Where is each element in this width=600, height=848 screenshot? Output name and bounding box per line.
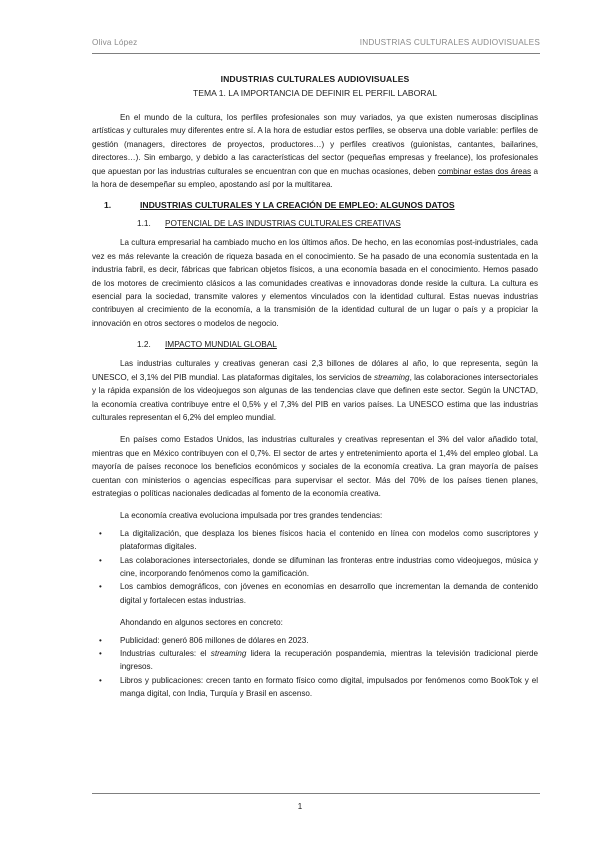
trend-text: La digitalización, que desplaza los bienes físicos hacia el contenido en línea con modelos como suscriptores y plataformas digitales.: [120, 528, 538, 552]
bullet-icon: •: [99, 635, 102, 645]
section-1-2-paragraph-1: [92, 357, 538, 424]
sectors-list: [92, 634, 538, 701]
section-1-1-heading: [92, 218, 538, 228]
footer-divider: [92, 793, 540, 794]
bullet-icon: •: [99, 555, 102, 565]
intro-paragraph: [92, 111, 538, 191]
p1-italic-term: streaming: [374, 372, 410, 382]
intro-text-end: a la hora de desempeñar su empleo, apostando así por la multitarea.: [92, 166, 538, 190]
section-1-2-number: 1.2.: [137, 339, 151, 350]
trend-text: Las colaboraciones intersectoriales, donde se difuminan las fronteras entre industrias como videojuegos, música y cine, incorporando fenómenos como la gamificación.: [120, 555, 538, 578]
section-1-1-number: 1.1.: [137, 218, 151, 229]
section-1-1-paragraph: La cultura empresarial ha cambiado mucho en los últimos años. De hecho, en las economías post-industriales, cada vez es más relevante la creación de riqueza basada en el conocimiento. Se ha pasado de una economía sustentada en la industria fabril, es decir, fábricas que fabrican objetos físicos, a una economía basada en el conocimiento. Hemos pasado de los motores de crecimiento clásicos a las comunidades creativas e innovadoras donde reside la cultura. La cultura es esencial para la sociedad, transmite valores y elementos vinculados con la identidad cultural. Estas nuevas industrias contribuyen al crecimiento de la economía, a la transmisión de la identidad cultural de un lugar o país y a propiciar la innovación en otros sectores o modelos de negocio.: [92, 238, 538, 328]
sector-italic-term: streaming: [210, 649, 247, 658]
bullet-icon: •: [99, 649, 102, 658]
header-course: INDUSTRIAS CULTURALES AUDIOVISUALES: [359, 38, 540, 47]
section-1-2-paragraph-2: En países como Estados Unidos, las industrias culturales y creativas representan el 3% del valor añadido total, mientras que en México contribuyen con el 0,7%. El sector de artes y entretenimiento aporta el 1,4% del empleo global. La mayoría de países reconoce los beneficios económicos y sociales de la economía creativa. La gran mayoría de países cuentan con ministerios o agencias específicas para supervisar el sector. Más del 70% de los países tienen planes, estrategias o políticas nacionales dedicadas al fomento de la economía creativa.: [92, 435, 538, 498]
sector-text-start: Industrias culturales: el: [120, 649, 211, 658]
document-body: [92, 74, 538, 701]
bullet-icon: •: [99, 582, 102, 592]
list-item: [92, 527, 538, 554]
sector-text: Publicidad: generó 806 millones de dólares en 2023.: [120, 635, 309, 645]
bullet-icon: •: [99, 675, 102, 685]
list-item: [92, 634, 538, 647]
header-divider: [92, 53, 540, 54]
list-item: [92, 674, 538, 701]
document-title: INDUSTRIAS CULTURALES AUDIOVISUALES: [220, 74, 410, 84]
page-number: 1: [297, 802, 303, 811]
sector-text-end: lidera la recuperación pospandemia, mientras la televisión tradicional pierde ingresos.: [120, 649, 538, 672]
list-item: [92, 554, 538, 581]
trends-intro: La economía creativa evoluciona impulsada por tres grandes tendencias:: [120, 511, 383, 521]
list-item: [92, 647, 538, 674]
header-author: Oliva López: [92, 38, 138, 47]
section-1-1-title: POTENCIAL DE LAS INDUSTRIAS CULTURALES CREATIVAS: [165, 218, 401, 229]
p1-text-end: , las colaboraciones intersectoriales y la rápida expansión de los videojuegos son algunas de las tendencias clave que definen este sector. Según la UNCTAD, la economía creativa contribuye entre el 0,5% y el 7,3% del PIB en varios países. La UNESCO estima que las industrias culturales representan el 6,2% del empleo mundial.: [92, 372, 538, 422]
document-subtitle: TEMA 1. LA IMPORTANCIA DE DEFINIR EL PERFIL LABORAL: [192, 88, 438, 98]
trend-text: Los cambios demográficos, con jóvenes en economías en desarrollo que incrementan la demanda de contenido digital y fortalecen estas industrias.: [120, 582, 538, 605]
section-1-heading: [92, 200, 538, 210]
sector-text: Libros y publicaciones: crecen tanto en formato físico como digital, impulsados por fenómenos como BookTok y el manga digital, con India, Turquía y Brasil en ascenso.: [120, 675, 538, 699]
bullet-icon: •: [99, 528, 102, 538]
intro-text-start: En el mundo de la cultura, los perfiles profesionales son muy variados, ya que existen numerosas disciplinas artísticas y culturales muy diferentes entre sí. A la hora de estudiar estos perfiles, se observa una doble variable: perfiles de gestión (managers, directores de proyectos, productores…) y perfiles creativos (guionistas, cantantes, bailarines, directores…). Sin embargo, y debido a las características del sector (pequeñas empresas y freelance), los profesionales que apuestan por las industrias culturales se encuentran con que en muchas ocasiones, deben: [92, 113, 538, 176]
trends-list: [92, 527, 538, 607]
section-1-2-heading: [92, 339, 538, 349]
p1-text-start: Las industrias culturales y creativas generan casi 2,3 billones de dólares al año, lo que representa, según la UNESCO, el 3,1% del PIB mundial. Las plataformas digitales, los servicios de: [92, 359, 538, 382]
section-1-title: INDUSTRIAS CULTURALES Y LA CREACIÓN DE EMPLEO: ALGUNOS DATOS: [140, 200, 455, 211]
section-1-2-title: IMPACTO MUNDIAL GLOBAL: [165, 339, 277, 350]
intro-underlined-phrase: combinar estas dos áreas: [437, 166, 532, 176]
list-item: [92, 580, 538, 607]
section-1-number: 1.: [104, 200, 112, 211]
sectors-intro: Ahondando en algunos sectores en concreto:: [120, 618, 283, 628]
